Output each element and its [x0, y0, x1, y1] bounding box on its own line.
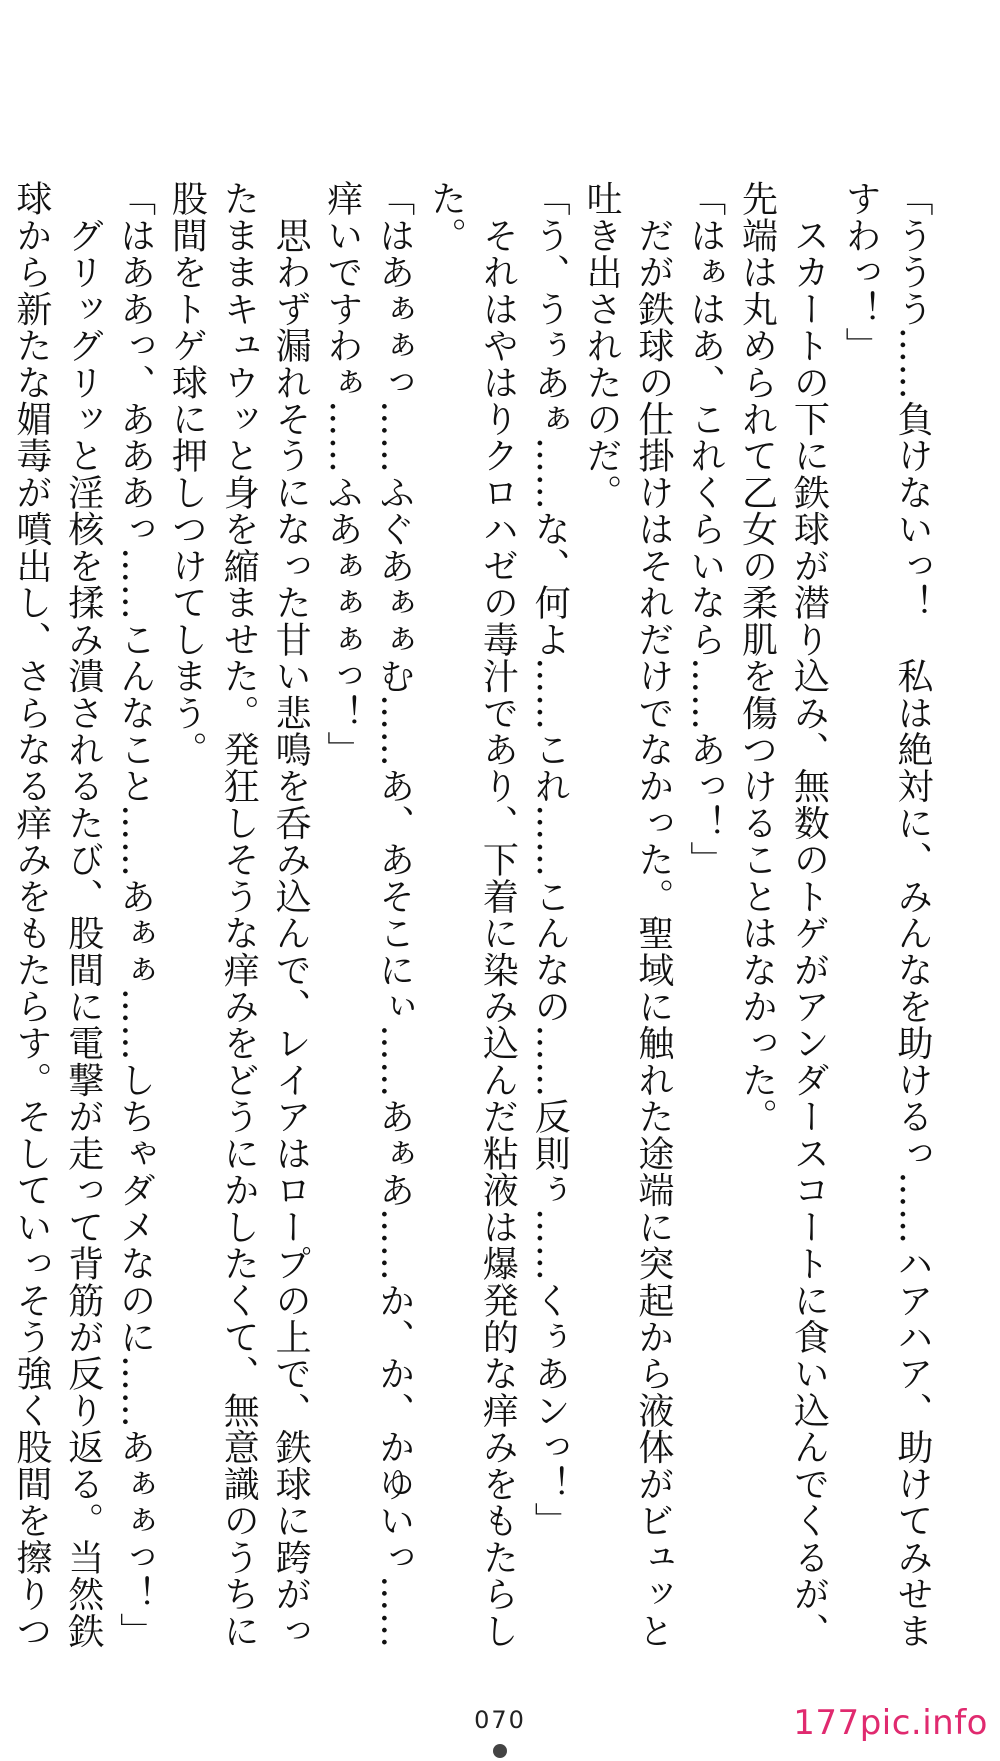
- text-line: それはやはりクロハゼの毒汁であり、下着に染み込んだ粘液は爆発的な痒みをもたらし: [477, 180, 519, 1649]
- text-line: 先端は丸められて乙女の柔肌を傷つけることはなかった。: [736, 180, 778, 1135]
- text-line: すわっ！」: [840, 180, 882, 364]
- text-line: 吐き出されたのだ。: [581, 180, 623, 511]
- text-line: た。: [425, 180, 467, 254]
- text-line: 思わず漏れそうになった甘い悲鳴を呑み込んで、レイアはロープの上で、鉄球に跨がっ: [270, 180, 312, 1649]
- text-line: 「ううう……負けないっ！ 私は絶対に、みんなを助けるっ……ハアハア、助けてみせま: [892, 180, 933, 1649]
- text-line: 「はああっ、あああっ……こんなこと……あぁぁ……しちゃダメなのに……あぁぁっ！」: [114, 180, 156, 1649]
- vertical-text-body: [5, 180, 938, 1649]
- watermark-text: 177pic.info: [793, 1703, 988, 1743]
- page-dot-icon: [493, 1744, 507, 1758]
- text-line: 「はあぁぁっ……ふぐあぁぁむ……あ、あそこにぃ……あぁあ……か、か、かゆいっ……: [373, 180, 415, 1649]
- text-line: グリッグリッと淫核を揉み潰されるたび、股間に電撃が走って背筋が反り返る。当然鉄: [62, 180, 104, 1649]
- page-number: 070: [474, 1706, 526, 1734]
- text-line: 「はぁはあ、これくらいなら……あっ！」: [684, 180, 726, 878]
- text-line: たままキュウッと身を縮ませた。発狂しそうな痒みをどうにかしたくて、無意識のうちに: [218, 180, 260, 1649]
- text-line: 痒いですわぁ……ふあぁぁぁっ！」: [321, 180, 363, 768]
- text-line: スカートの下に鉄球が潜り込み、無数のトゲがアンダースコートに食い込んでくるが、: [788, 180, 830, 1649]
- text-line: 股間をトゲ球に押しつけてしまう。: [166, 180, 208, 768]
- text-line: だが鉄球の仕掛けはそれだけでなかった。聖域に触れた途端に突起から液体がビュッと: [632, 180, 674, 1649]
- text-line: 「う、うぅあぁ……な、何よ……これ……こんなの……反則ぅ……くぅあンっ！」: [529, 180, 571, 1539]
- text-line: 球から新たな媚毒が噴出し、さらなる痒みをもたらす。そしていっそう強く股間を擦りつ: [10, 180, 52, 1649]
